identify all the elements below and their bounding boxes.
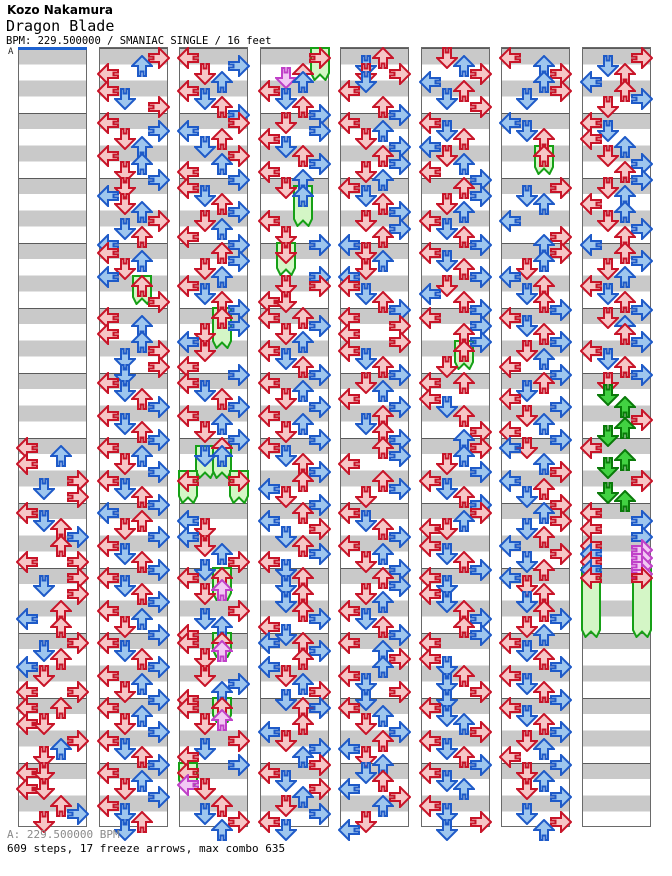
chart-column-6 — [421, 47, 490, 827]
arrow-left-icon — [580, 71, 602, 93]
arrow-left-icon — [16, 608, 38, 630]
arrow-down-icon — [33, 478, 55, 500]
arrow-up-icon — [50, 445, 72, 467]
arrow-up-icon — [131, 55, 153, 77]
arrow-right-icon — [148, 721, 170, 743]
chart-column-7 — [501, 47, 570, 827]
arrow-right-icon — [67, 803, 89, 825]
arrow-down-icon — [114, 88, 136, 110]
arrow-left-icon — [499, 356, 521, 378]
arrow-right-icon — [389, 445, 411, 467]
arrow-right-icon — [470, 811, 492, 833]
arrow-up-icon — [211, 819, 233, 841]
arrow-up-icon — [533, 193, 555, 215]
arrow-right-icon — [309, 429, 331, 451]
bpm-difficulty-line: BPM: 229.500000 / SMANIAC SINGLE / 16 feet — [6, 35, 272, 47]
arrow-right-icon — [470, 234, 492, 256]
arrow-right-icon — [550, 689, 572, 711]
arrow-right-icon — [470, 96, 492, 118]
arrow-right-icon — [309, 608, 331, 630]
arrow-right-icon — [550, 429, 572, 451]
arrow-right-icon — [389, 681, 411, 703]
arrow-right-icon — [470, 681, 492, 703]
arrow-right-icon — [228, 470, 250, 492]
song-title: Dragon Blade — [6, 17, 115, 35]
arrow-right-icon — [148, 291, 170, 313]
arrow-up-icon — [533, 819, 555, 841]
arrow-right-icon — [228, 730, 250, 752]
arrow-right-icon — [470, 721, 492, 743]
arrow-left-icon — [338, 453, 360, 475]
arrow-up-icon — [533, 145, 555, 167]
arrow-left-icon — [419, 307, 441, 329]
section-start-line — [18, 47, 87, 50]
arrow-right-icon — [228, 364, 250, 386]
arrow-left-icon — [338, 80, 360, 102]
chart-column-4 — [260, 47, 329, 827]
arrow-right-icon — [148, 461, 170, 483]
arrow-right-icon — [228, 315, 250, 337]
arrow-right-icon — [148, 624, 170, 646]
arrow-right-icon — [550, 786, 572, 808]
chart-column-8 — [582, 47, 651, 827]
arrow-right-icon — [470, 624, 492, 646]
arrow-left-icon — [16, 453, 38, 475]
arrow-up-icon — [614, 490, 636, 512]
arrow-down-icon — [516, 88, 538, 110]
footer-bpm-line: A: 229.500000 BPM — [7, 828, 120, 841]
arrow-down-icon — [33, 575, 55, 597]
arrow-right-icon — [309, 120, 331, 142]
arrow-right-icon — [148, 96, 170, 118]
arrow-left-icon — [177, 226, 199, 248]
arrow-left-icon — [338, 632, 360, 654]
arrow-right-icon — [309, 234, 331, 256]
arrow-left-icon — [177, 470, 199, 492]
footer-stats-line: 609 steps, 17 freeze arrows, max combo 635 — [7, 842, 286, 855]
arrow-right-icon — [550, 299, 572, 321]
arrow-down-icon — [516, 778, 538, 800]
arrow-right-icon — [148, 356, 170, 378]
arrow-right-icon — [148, 786, 170, 808]
arrow-right-icon — [631, 470, 653, 492]
arrow-down-icon — [275, 242, 297, 264]
arrow-down-icon — [194, 583, 216, 605]
artist-name: Kozo Nakamura — [7, 3, 114, 17]
arrow-left-icon — [258, 632, 280, 654]
chart-column-5 — [340, 47, 409, 827]
arrow-right-icon — [631, 331, 653, 353]
arrow-right-icon — [470, 559, 492, 581]
arrow-right-icon — [389, 478, 411, 500]
arrow-down-icon — [436, 88, 458, 110]
arrow-left-icon — [419, 161, 441, 183]
arrow-right-icon — [470, 461, 492, 483]
arrow-right-icon — [67, 486, 89, 508]
arrow-left-icon — [499, 437, 521, 459]
arrow-left-icon — [580, 567, 602, 589]
arrow-left-icon — [338, 388, 360, 410]
arrow-down-icon — [436, 819, 458, 841]
arrow-right-icon — [148, 559, 170, 581]
arrow-right-icon — [389, 63, 411, 85]
arrow-down-icon — [33, 713, 55, 735]
arrow-right-icon — [470, 266, 492, 288]
arrow-left-icon — [499, 47, 521, 69]
arrow-right-icon — [631, 88, 653, 110]
arrow-right-icon — [631, 567, 653, 589]
arrow-right-icon — [228, 169, 250, 191]
arrow-left-icon — [16, 551, 38, 573]
arrow-up-icon — [453, 372, 475, 394]
arrow-right-icon — [148, 396, 170, 418]
arrow-right-icon — [389, 331, 411, 353]
arrow-left-icon — [97, 266, 119, 288]
arrow-up-icon — [453, 778, 475, 800]
arrow-right-icon — [550, 80, 572, 102]
arrow-right-icon — [631, 364, 653, 386]
arrow-right-icon — [309, 803, 331, 825]
arrow-left-icon — [338, 819, 360, 841]
arrow-right-icon — [148, 169, 170, 191]
arrow-up-icon — [131, 226, 153, 248]
arrow-right-icon — [309, 754, 331, 776]
arrow-left-icon — [338, 778, 360, 800]
arrow-left-icon — [499, 210, 521, 232]
arrow-right-icon — [228, 754, 250, 776]
chart-column-2 — [99, 47, 168, 827]
arrow-right-icon — [309, 543, 331, 565]
arrow-left-icon — [580, 234, 602, 256]
arrow-down-icon — [275, 819, 297, 841]
arrow-left-icon — [419, 283, 441, 305]
section-label-a: A — [8, 47, 14, 57]
arrow-right-icon — [550, 656, 572, 678]
arrow-left-icon — [97, 323, 119, 345]
chart-column-3 — [179, 47, 248, 827]
arrow-up-icon — [211, 445, 233, 467]
chart-column-1 — [18, 47, 87, 827]
arrow-right-icon — [470, 754, 492, 776]
arrow-left-icon — [580, 437, 602, 459]
arrow-down-icon — [597, 457, 619, 479]
arrow-right-icon — [148, 526, 170, 548]
arrow-up-icon — [292, 185, 314, 207]
arrow-right-icon — [309, 275, 331, 297]
arrow-down-icon — [194, 713, 216, 735]
